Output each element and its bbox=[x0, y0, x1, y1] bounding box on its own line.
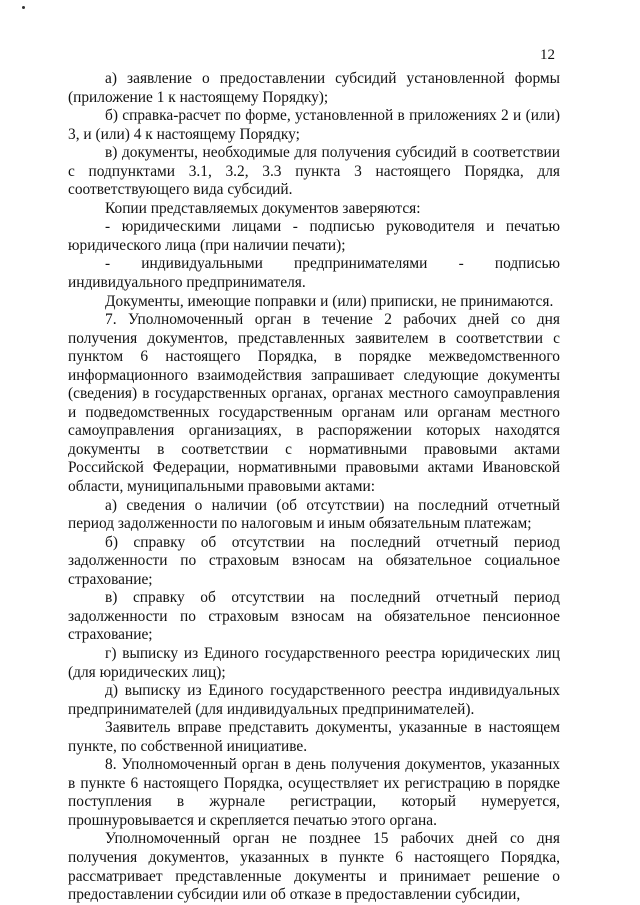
paragraph: б) справка-расчет по форме, установленной в приложениях 2 и (или) 3, и (или) 4 к настоящему Порядку; bbox=[68, 107, 560, 143]
paragraph: в) справку об отсутствии на последний отчетный период задолженности по страховым взносам на обязательное пенсионное страхование; bbox=[68, 589, 560, 644]
document-body bbox=[68, 70, 560, 905]
paragraph: Копии представляемых документов заверяются: bbox=[105, 199, 421, 217]
paragraph: Документы, имеющие поправки и (или) приписки, не принимаются. bbox=[105, 292, 554, 310]
paragraph: д) выписку из Единого государственного реестра индивидуальных предпринимателей (для индивидуальных предпринимателей). bbox=[68, 682, 560, 718]
paragraph: а) заявление о предоставлении субсидий установленной формы (приложение 1 к настоящему Порядку); bbox=[68, 70, 560, 106]
paragraph: г) выписку из Единого государственного реестра юридических лиц (для юридических лиц); bbox=[68, 644, 560, 681]
paragraph: Уполномоченный орган не позднее 15 рабочих дней со дня получения документов, указанных в пункте 6 настоящего Порядка, рассматривает представленные документы и принимает решение о предоставлении субсидии или об отказе в предоставлении субсидии, bbox=[68, 830, 560, 904]
paragraph: - юридическими лицами - подписью руководителя и печатью юридического лица (при наличии печати); bbox=[68, 218, 560, 254]
paragraph: а) сведения о наличии (об отсутствии) на последний отчетный период задолженности по налоговым и иным обязательным платежам; bbox=[68, 496, 560, 533]
scan-speck bbox=[22, 6, 25, 9]
paragraph: Заявитель вправе представить документы, указанные в настоящем пункте, по собственной инициативе. bbox=[68, 719, 560, 755]
paragraph: б) справку об отсутствии на последний отчетный период задолженности по страховым взносам на обязательное социальное страхование; bbox=[68, 533, 560, 588]
paragraph: в) документы, необходимые для получения субсидий в соответствии с подпунктами 3.1, 3.2, 3.3 пункта 3 настоящего Порядка, для соответствующего вида субсидий. bbox=[68, 144, 560, 199]
paragraph: 7. Уполномоченный орган в течение 2 рабочих дней со дня получения документов, представленных заявителем в соответствии с пунктом 6 настоящего Порядка, в порядке межведомственного информационного взаимодействия запрашивает следующие документы (сведения) в государственных органах, органах местного самоуправления и подведомственных государственным органам или органам местного самоуправления организациях, в распоряжении которых находятся документы в соответствии с нормативными правовыми актами Российской Федерации, нормативными правовыми актами Ивановской области, муниципальными правовыми актами: bbox=[68, 311, 560, 496]
paragraph: - индивидуальными предпринимателями - подписью индивидуального предпринимателя. bbox=[68, 255, 560, 292]
paragraph: 8. Уполномоченный орган в день получения документов, указанных в пункте 6 настоящего Порядка, осуществляет их регистрацию в порядке поступления в журнале регистрации, который нумеруется, прошнуровывается и скрепляется печатью этого органа. bbox=[68, 756, 560, 829]
page-number: 12 bbox=[540, 47, 555, 63]
